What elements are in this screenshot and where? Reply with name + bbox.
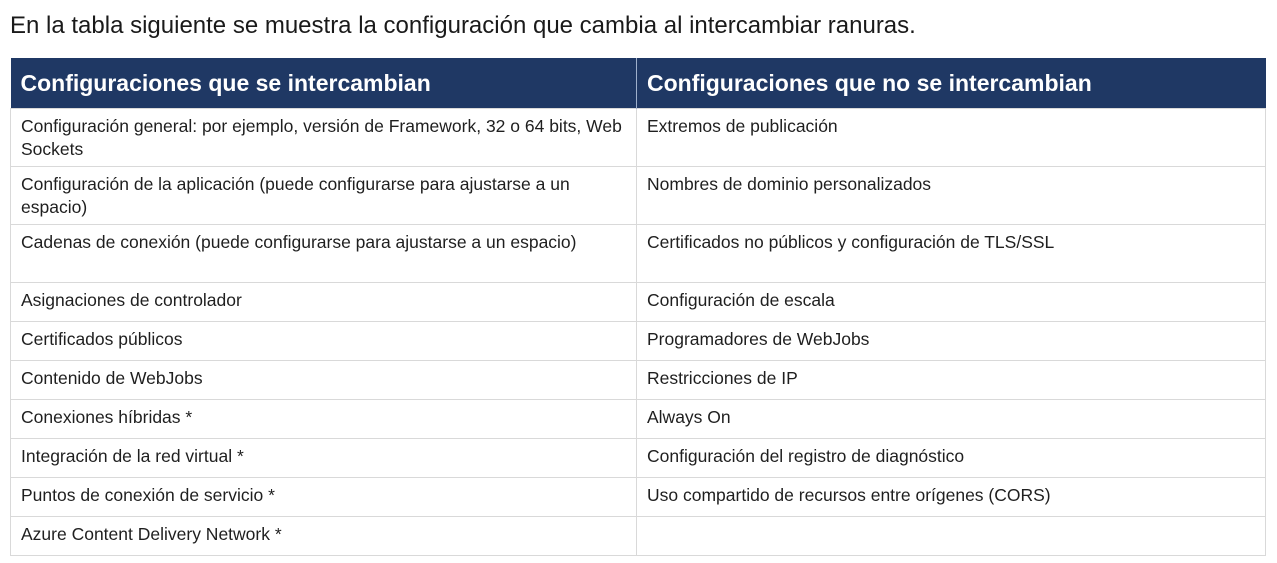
cell-swapped: Puntos de conexión de servicio * [11, 478, 637, 517]
cell-not-swapped: Configuración de escala [637, 283, 1266, 322]
cell-swapped: Conexiones híbridas * [11, 400, 637, 439]
table-row [11, 225, 1266, 283]
table-row [11, 167, 1266, 225]
table-row [11, 517, 1266, 556]
cell-swapped: Azure Content Delivery Network * [11, 517, 637, 556]
cell-not-swapped: Programadores de WebJobs [637, 322, 1266, 361]
slot-swap-settings-table [10, 58, 1266, 556]
cell-not-swapped: Restricciones de IP [637, 361, 1266, 400]
cell-swapped: Contenido de WebJobs [11, 361, 637, 400]
cell-not-swapped: Extremos de publicación [637, 109, 1266, 167]
table-header-row [11, 58, 1266, 109]
table-row [11, 478, 1266, 517]
cell-swapped: Integración de la red virtual * [11, 439, 637, 478]
cell-not-swapped: Certificados no públicos y configuración de TLS/SSL [637, 225, 1266, 283]
cell-swapped: Cadenas de conexión (puede configurarse para ajustarse a un espacio) [11, 225, 637, 283]
cell-not-swapped: Uso compartido de recursos entre orígenes (CORS) [637, 478, 1266, 517]
table-row [11, 322, 1266, 361]
cell-not-swapped: Configuración del registro de diagnóstico [637, 439, 1266, 478]
cell-swapped: Configuración de la aplicación (puede configurarse para ajustarse a un espacio) [11, 167, 637, 225]
intro-text: En la tabla siguiente se muestra la configuración que cambia al intercambiar ranuras. [10, 12, 916, 39]
cell-swapped: Asignaciones de controlador [11, 283, 637, 322]
table-row [11, 400, 1266, 439]
header-swapped: Configuraciones que se intercambian [11, 58, 637, 109]
cell-not-swapped [637, 517, 1266, 556]
table-row [11, 283, 1266, 322]
cell-not-swapped: Always On [637, 400, 1266, 439]
table-row [11, 109, 1266, 167]
table-row [11, 439, 1266, 478]
cell-swapped: Configuración general: por ejemplo, versión de Framework, 32 o 64 bits, Web Sockets [11, 109, 637, 167]
cell-not-swapped: Nombres de dominio personalizados [637, 167, 1266, 225]
cell-swapped: Certificados públicos [11, 322, 637, 361]
table-row [11, 361, 1266, 400]
header-not-swapped: Configuraciones que no se intercambian [637, 58, 1266, 109]
